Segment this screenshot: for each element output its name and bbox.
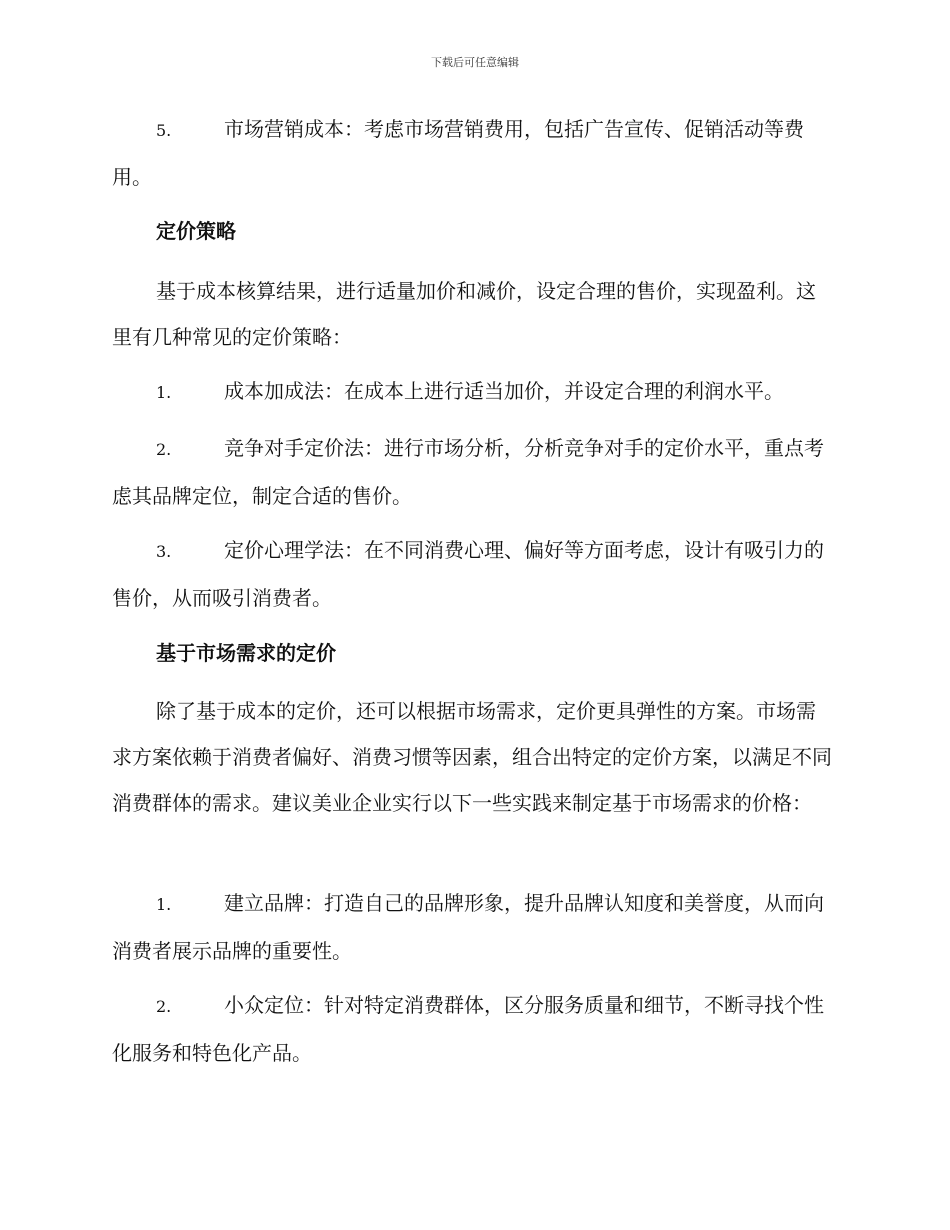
list-text: 竞争对手定价法：进行市场分析，分析竞争对手的定价水平，重点考虑其品牌定位，制定合适的售价。 [112, 436, 824, 508]
list-text: 小众定位：针对特定消费群体，区分服务质量和细节，不断寻找个性化服务和特色化产品。 [112, 993, 824, 1065]
pricing-list-item-3 [112, 527, 834, 621]
list-text: 成本加成法：在成本上进行适当加价，并设定合理的利润水平。 [224, 379, 784, 403]
market-intro-paragraph: 除了基于成本的定价，还可以根据市场需求，定价更具弹性的方案。市场需求方案依赖于消费者偏好、消费习惯等因素，组合出特定的定价方案，以满足不同消费群体的需求。建议美业企业实行以下一些实践来制定基于市场需求的价格： [112, 699, 832, 815]
list-number: 2. [156, 440, 172, 459]
list-number: 5. [156, 121, 172, 140]
section-heading-market-demand: 基于市场需求的定价 [156, 641, 336, 665]
list-number: 1. [156, 383, 172, 402]
market-list-item-2 [112, 982, 834, 1076]
pricing-list-item-2 [112, 425, 834, 519]
list-text: 定价心理学法：在不同消费心理、偏好等方面考虑，设计有吸引力的售价，从而吸引消费者。 [112, 538, 824, 610]
list-text: 建立品牌：打造自己的品牌形象，提升品牌认知度和美誉度，从而向消费者展示品牌的重要性。 [112, 891, 824, 963]
page-header: 下载后可任意编辑 [431, 56, 519, 69]
list-number: 2. [156, 997, 172, 1016]
cost-list-item-5 [112, 106, 834, 200]
market-list-item-1 [112, 880, 834, 974]
list-text: 市场营销成本：考虑市场营销费用，包括广告宣传、促销活动等费用。 [112, 117, 804, 189]
section-heading-pricing: 定价策略 [156, 219, 236, 243]
pricing-list-item-1 [112, 368, 834, 416]
list-number: 1. [156, 895, 172, 914]
list-number: 3. [156, 542, 172, 561]
pricing-intro-paragraph: 基于成本核算结果，进行适量加价和减价，设定合理的售价，实现盈利。这里有几种常见的定价策略： [112, 279, 816, 349]
